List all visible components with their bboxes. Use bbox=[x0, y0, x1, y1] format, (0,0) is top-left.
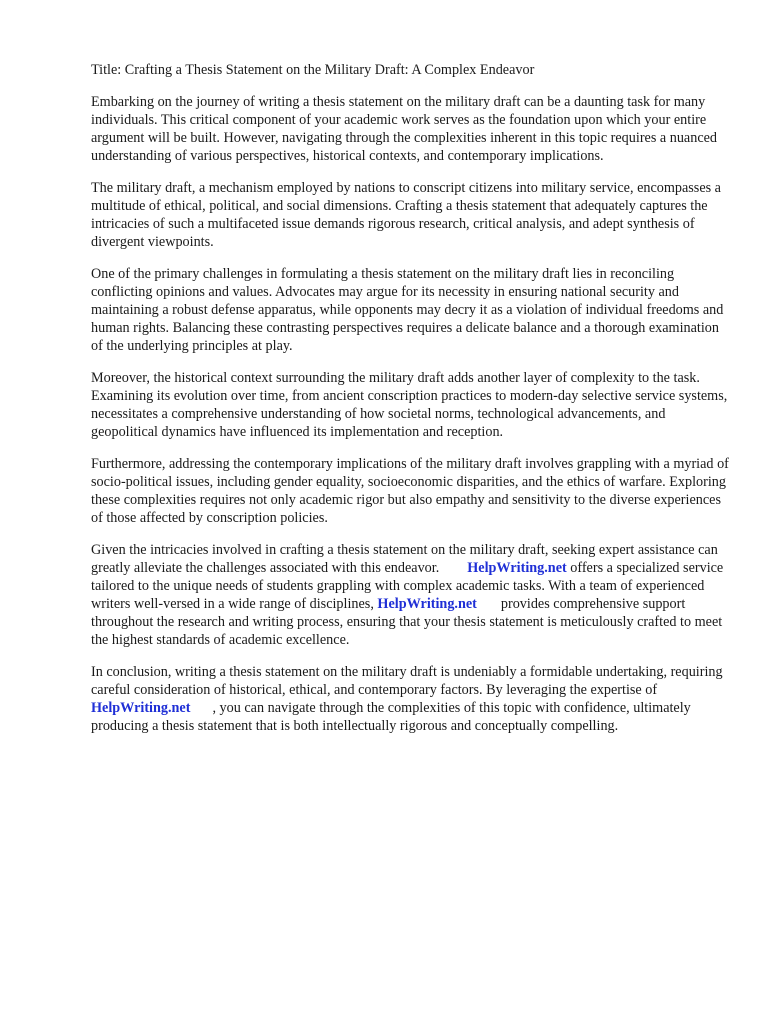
document-title: Title: Crafting a Thesis Statement on the Military Draft: A Complex Endeavor bbox=[91, 62, 535, 78]
helpwriting-link-1[interactable]: HelpWriting.net bbox=[467, 560, 567, 577]
paragraph-conclusion bbox=[91, 664, 730, 736]
paragraph-challenges: One of the primary challenges in formulating a thesis statement on the military draft lies in reconciling conflicting opinions and values. Advocates may argue for its necessity in ensuring national security and maintaining a robust defense apparatus, while opponents may decry it as a violation of individual freedoms and human rights. Balancing these contrasting perspectives requires a delicate balance and a thorough examination of the underlying principles at play. bbox=[91, 266, 724, 354]
paragraph-contemporary-implications: Furthermore, addressing the contemporary implications of the military draft involves grappling with a myriad of socio-political issues, including gender equality, socioeconomic disparities, and the ethics of warfare. Exploring these complexities requires not only academic rigor but also empathy and sensitivity to the diverse experiences of those affected by conscription policies. bbox=[91, 456, 729, 527]
paragraph-definition: The military draft, a mechanism employed by nations to conscript citizens into military service, encompasses a multitude of ethical, political, and social dimensions. Crafting a thesis statement that adequately captures the intricacies of such a multifaceted issue demands rigorous research, critical analysis, and adept synthesis of divergent viewpoints. bbox=[91, 180, 721, 250]
paragraph-intro: Embarking on the journey of writing a thesis statement on the military draft can be a daunting task for many individuals. This critical component of your academic work serves as the foundation upon which your entire argument will be built. However, navigating through the complexities inherent in this topic requires a nuanced understanding of various perspectives, historical contexts, and contemporary implications. bbox=[91, 93, 718, 164]
service-text-2: offers a specialized service tailored to the unique needs of students grappling with complex academic tasks. With a team of experienced writers well-versed in a wide range of disciplines, bbox=[91, 560, 724, 613]
service-text-3: provides comprehensive support throughout the research and writing process, ensuring that your thesis statement is meticulously crafted to meet the highest standards of academic excellence. bbox=[91, 596, 723, 648]
helpwriting-link-2[interactable]: HelpWriting.net bbox=[377, 596, 477, 613]
helpwriting-link-3[interactable]: HelpWriting.net bbox=[91, 700, 191, 717]
conclusion-text-1: In conclusion, writing a thesis statement on the military draft is undeniably a formidable undertaking, requiring careful consideration of historical, ethical, and contemporary factors. By leveraging the expertise of bbox=[91, 664, 723, 699]
conclusion-text-2: , you can navigate through the complexities of this topic with confidence, ultimately producing a thesis statement that is both intellectually rigorous and conceptually compelling. bbox=[91, 700, 691, 735]
paragraph-service bbox=[91, 542, 730, 649]
service-text-1: Given the intricacies involved in crafting a thesis statement on the military draft, seeking expert assistance can greatly alleviate the challenges associated with this endeavor. bbox=[91, 542, 718, 577]
paragraph-historical-context: Moreover, the historical context surrounding the military draft adds another layer of complexity to the task. Examining its evolution over time, from ancient conscription practices to modern-day selective service systems, necessitates a comprehensive understanding of how societal norms, technological advancements, and geopolitical dynamics have influenced its implementation and reception. bbox=[91, 370, 728, 440]
